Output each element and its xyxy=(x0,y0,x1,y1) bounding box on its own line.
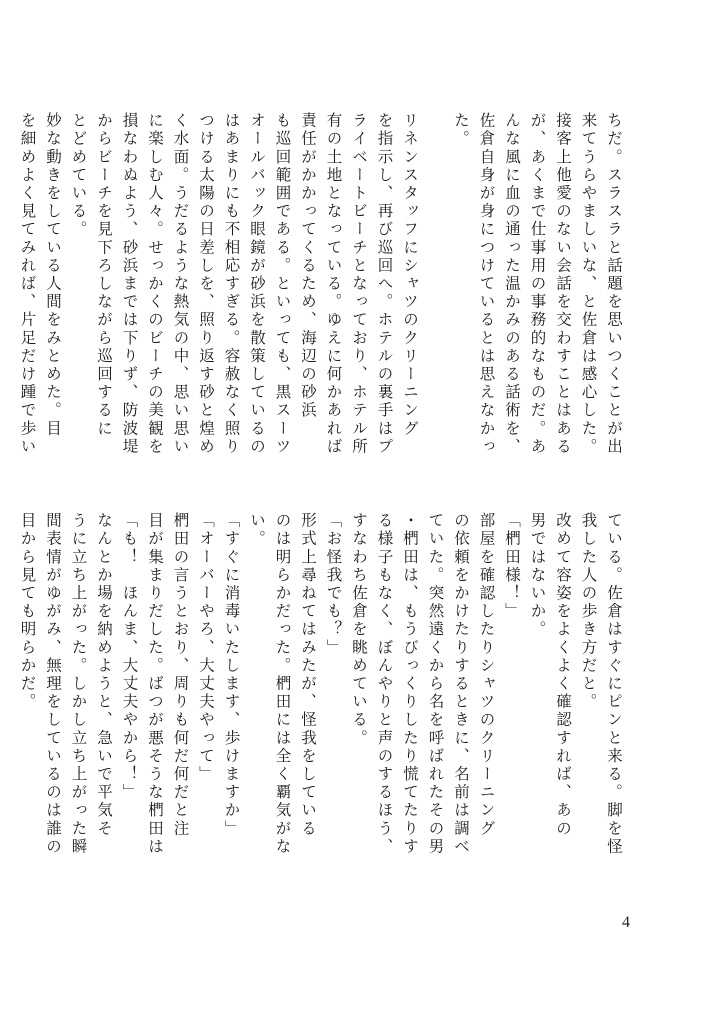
page-number: 4 xyxy=(622,914,630,931)
main-text-bottom: ている。佐倉はすぐにピンと来る。脚を怪 我した人の歩き方だと。 改めて容姿をよくよく確認すれば、あの 男ではないか。 「椚田様！」 部屋を確認したりシャツのクリーニング の依頼をかけたりするときに、名前は調べ ていた。突然遠くから名を呼ばれたその男 ・椚田は、もうびっくりしたり慌てたりす る様子もなく、ぼんやりと声のするほう、 すなわち佐倉を眺めている。 「お怪我でも？」 形式上尋ねてはみたが、怪我をしている のは明らかだった。椚田には全く覇気がな い。 「すぐに消毒いたします、歩けますか」 「オーバーやろ、大丈夫やって」 椚田の言うとおり、周りも何だ何だと注 目が集まりだした。ばつが悪そうな椚田は 「も！ ほんま、大丈夫やから！」 なんとか場を納めようと、急いで平気そ うに立ち上がった。しかし立ち上がった瞬 間表情がゆがみ、無理をしているのは誰の 目から見ても明らかだ。 xyxy=(18,512,623,856)
main-text-top: ちだ。スラスラと話題を思いつくことが出 来てうらやましいな、と佐倉は感心した。 接客上他愛のない会話を交わすことはある が、あくまで仕事用の事務的なものだ。あ んな風に血の通った温かみのある話術を、 佐倉自身が身につけているとは思えなかっ た。 リネンスタッフにシャツのクリーニング を指示し、再び巡回へ。ホテルの裏手はプ ライベートビーチとなっており、ホテル所 有の土地となっている。ゆえに何かあれば 責任がかかってくるため、海辺の砂浜 も巡回範囲である。といっても、黒スーツ オールバック眼鏡が砂浜を散策しているの はあまりにも不相応すぎる。容赦なく照り つける太陽の日差しを、照り返す砂と煌め く水面。うだるような熱気の中、思い思い に楽しむ人々。せっかくのビーチの美観を 損なわぬよう、砂浜までは下りず、防波堤 からビーチを見下ろしながら巡回するに とどめている。 妙な動きをしている人間をみとめた。目 を細めよく見てみれば、片足だけ踵で歩い xyxy=(18,112,623,456)
